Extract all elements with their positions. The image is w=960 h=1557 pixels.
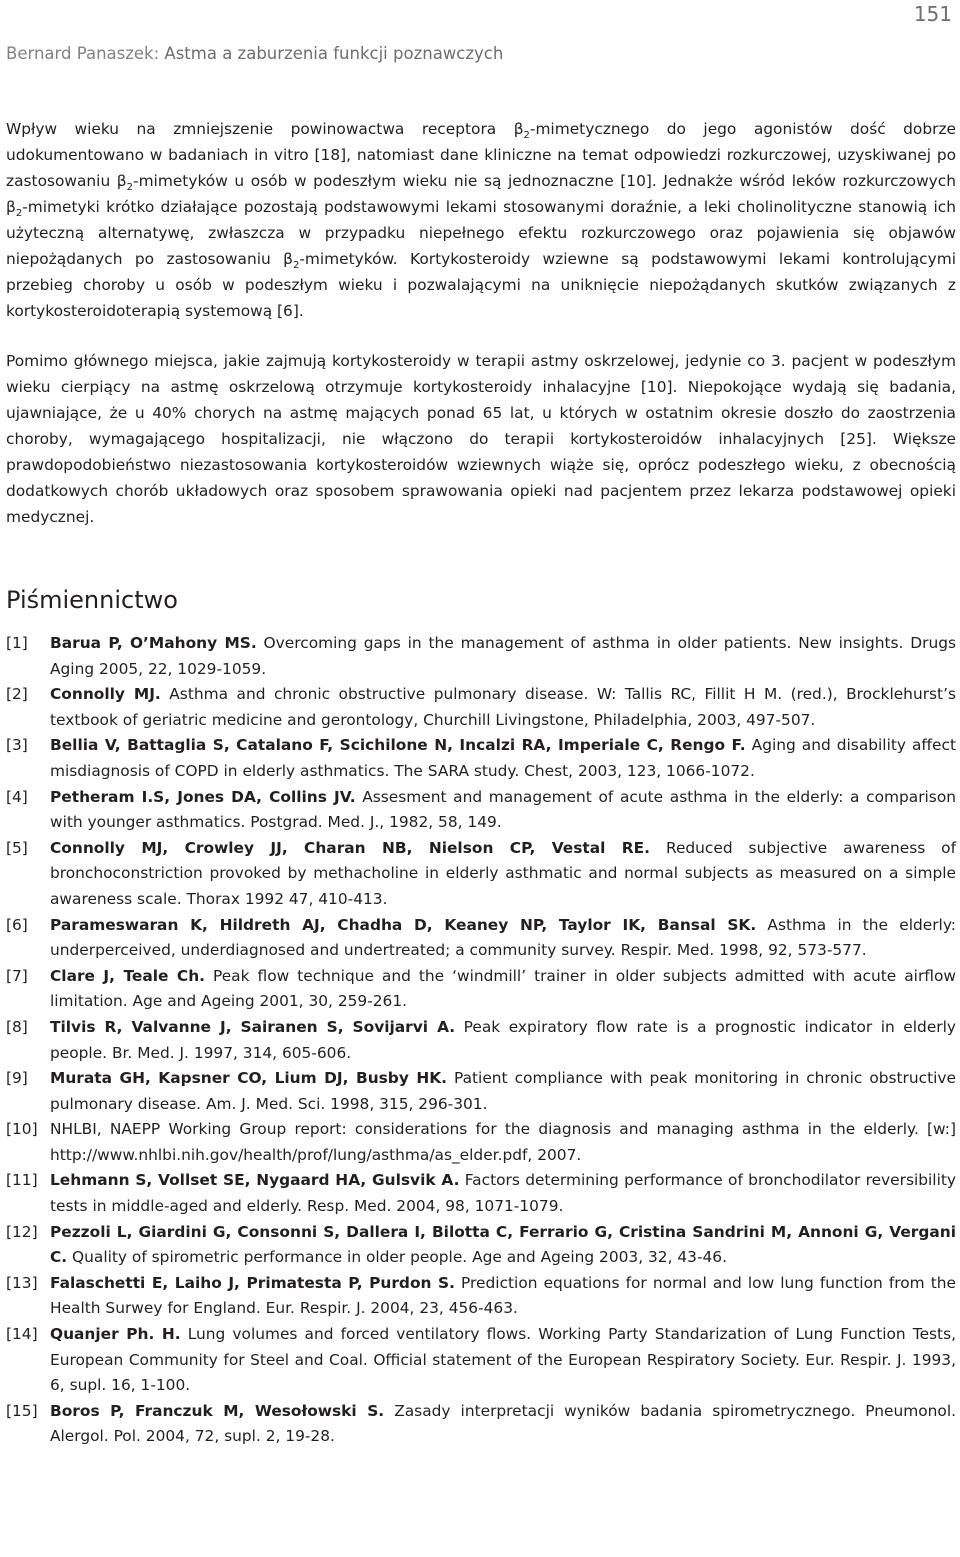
reference-number: [14] <box>6 1325 38 1344</box>
paragraph-1 <box>6 116 956 324</box>
p1-text-c: -mimetyków u osób w podeszłym wieku nie są jednoznaczne [10]. Jednakże wśród leków rozkurczowych β <box>6 172 957 216</box>
references-list <box>6 631 956 1450</box>
reference-text: Zasady interpretacji wyników badania spirometrycznego. Pneumonol. Alergol. Pol. 2004, 72, supl. 2, 19-28. <box>50 1401 957 1446</box>
reference-number: [13] <box>6 1273 38 1292</box>
reference-text: Aging and disability affect misdiagnosis of COPD in elderly asthmatics. The SARA study. Chest, 2003, 123, 1066-1072. <box>50 736 956 780</box>
references-heading: Piśmiennictwo <box>6 586 178 614</box>
reference-authors: Parameswaran K, Hildreth AJ, Chadha D, Keaney NP, Taylor IK, Bansal SK. <box>50 915 757 934</box>
reference-text: Peak expiratory flow rate is a prognostic indicator in elderly people. Br. Med. J. 1997, 314, 605-606. <box>50 1017 956 1062</box>
reference-text: Lung volumes and forced ventilatory flows. Working Party Standarization of Lung Function Tests, European Community for Steel and Coal. Official statement of the European Respiratory Society. Eur. Respir. J. 1993, 6, supl. 16, 1-100. <box>50 1325 957 1395</box>
reference-text: Asthma and chronic obstructive pulmonary disease. W: Tallis RC, Fillit H M. (red.), Brocklehurst’s textbook of geriatric medicine and gerontology, Churchill Livingstone, Philadelphia, 2003, 497-507. <box>50 685 956 729</box>
reference-number: [1] <box>6 634 28 652</box>
reference-item <box>6 1117 956 1168</box>
p1-sub-3: 2 <box>15 208 23 219</box>
reference-item <box>6 1399 956 1450</box>
reference-body <box>50 1220 956 1271</box>
reference-authors: Boros P, Franczuk M, Wesołowski S. <box>50 1401 385 1420</box>
reference-item <box>6 1220 956 1271</box>
paragraph-2: Pomimo głównego miejsca, jakie zajmują kortykosteroidy w terapii astmy oskrzelowej, jedynie co 3. pacjent w podeszłym wieku cierpiący na astmę oskrzelową otrzymuje kortykosteroidy inhalacyjne [10]. Niepokojące wydają się badania, ujawniające, że u 40% chorych na astmę mających ponad 65 lat, u których w ostatnim okresie doszło do zaostrzenia choroby, wymagającego hospitalizacji, nie włączono do terapii kortykosteroidów inhalacyjnych [25]. Większe prawdopodobieństwo niezastosowania kortykosteroidów wziewnych wiąże się, oprócz podeszłego wieku, z obecnością dodatkowych chorób układowych oraz sposobem sprawowania opieki nad pacjentem przez lekarza podstawowej opieki medycznej. <box>6 352 956 526</box>
reference-authors: Pezzoli L, Giardini G, Consonni S, Dallera I, Bilotta C, Ferrario G, Cristina Sandrini M, Annoni G, Vergani C. <box>50 1222 956 1267</box>
reference-text: Reduced subjective awareness of bronchoconstriction provoked by methacholine in elderly asthmatic and normal subjects as measured on a simple awareness scale. Thorax 1992 47, 410-413. <box>50 838 957 908</box>
reference-body <box>50 682 956 733</box>
reference-text: Quality of spirometric performance in older people. Age and Ageing 2003, 32, 43-46. <box>67 1248 727 1267</box>
reference-item <box>6 964 956 1015</box>
p1-sub-4: 2 <box>292 260 300 271</box>
reference-body <box>50 1066 956 1117</box>
reference-text: Peak flow technique and the ‘windmill’ trainer in older subjects admitted with acute airflow limitation. Age and Ageing 2001, 30, 259-261. <box>50 966 956 1011</box>
reference-number: [6] <box>6 915 28 934</box>
reference-text: Factors determining performance of bronchodilator reversibility tests in middle-aged and elderly. Resp. Med. 2004, 98, 1071-1079. <box>50 1171 956 1216</box>
p1-text-a: Wpływ wieku na zmniejszenie powinowactwa receptora β <box>6 120 524 138</box>
reference-body <box>50 1399 956 1450</box>
reference-body <box>50 913 956 964</box>
reference-authors: Tilvis R, Valvanne J, Sairanen S, Sovijarvi A. <box>50 1017 456 1036</box>
reference-body <box>50 1322 956 1399</box>
reference-item <box>6 785 956 836</box>
reference-authors: Lehmann S, Vollset SE, Nygaard HA, Gulsvik A. <box>50 1171 460 1190</box>
p1-sub-1: 2 <box>523 130 530 141</box>
reference-authors: Petheram I.S, Jones DA, Collins JV. <box>50 787 356 806</box>
reference-body <box>50 785 956 836</box>
reference-number: [7] <box>6 966 28 985</box>
reference-authors: Quanjer Ph. H. <box>50 1325 181 1344</box>
reference-text: Assesment and management of acute asthma in the elderly: a comparison with younger asthmatics. Postgrad. Med. J., 1982, 58, 149. <box>50 787 957 832</box>
reference-item <box>6 1168 956 1219</box>
reference-body <box>50 836 956 913</box>
reference-number: [8] <box>6 1017 28 1036</box>
reference-number: [5] <box>6 838 28 857</box>
reference-item <box>6 1066 956 1117</box>
reference-item <box>6 733 956 784</box>
reference-item <box>6 913 956 964</box>
reference-item <box>6 1015 956 1066</box>
header-author: Bernard Panaszek: <box>6 44 165 63</box>
running-header <box>6 44 503 63</box>
reference-text: Overcoming gaps in the management of asthma in older patients. New insights. Drugs Aging 2005, 22, 1029-1059. <box>50 634 957 678</box>
reference-number: [11] <box>6 1171 38 1190</box>
reference-body <box>50 1015 956 1066</box>
reference-authors: Falaschetti E, Laiho J, Primatesta P, Purdon S. <box>50 1273 455 1292</box>
body-text <box>6 116 956 554</box>
reference-number: [2] <box>6 685 28 704</box>
reference-body <box>50 1271 956 1322</box>
reference-number: [3] <box>6 736 28 755</box>
reference-text: Prediction equations for normal and low lung function from the Health Surwey for England. Eur. Respir. J. 2004, 23, 456-463. <box>50 1273 956 1318</box>
reference-body <box>50 1168 956 1219</box>
reference-text: Asthma in the elderly: underperceived, underdiagnosed and undertreated; a community survey. Respir. Med. 1998, 92, 573-577. <box>50 915 956 960</box>
reference-authors: Murata GH, Kapsner CO, Lium DJ, Busby HK. <box>50 1069 447 1088</box>
header-article-title: Astma a zaburzenia funkcji poznawczych <box>164 44 504 63</box>
reference-text: Patient compliance with peak monitoring in chronic obstructive pulmonary disease. Am. J. Med. Sci. 1998, 315, 296-301. <box>50 1069 956 1113</box>
reference-authors: Barua P, O’Mahony MS. <box>50 634 257 652</box>
reference-body <box>50 1117 956 1168</box>
reference-body <box>50 964 956 1015</box>
reference-authors: Clare J, Teale Ch. <box>50 966 205 985</box>
reference-authors: Bellia V, Battaglia S, Catalano F, Scichilone N, Incalzi RA, Imperiale C, Rengo F. <box>50 736 746 755</box>
reference-item <box>6 631 956 682</box>
reference-number: [15] <box>6 1401 38 1420</box>
reference-item <box>6 836 956 913</box>
reference-number: [10] <box>6 1120 38 1139</box>
reference-number: [4] <box>6 787 28 806</box>
p1-text-d: -mimetyki krótko działające pozostają podstawowymi lekami stosowanymi doraźnie, a leki cholinolityczne stanowią ich użyteczną alternatywę, zwłaszcza w przypadku niepełnego efektu rozkurczowego oraz pojawienia się objawów niepożądanych po zastosowaniu β <box>6 198 956 268</box>
p1-sub-2: 2 <box>126 182 134 193</box>
p1-text-b: -mimetycznego do jego agonistów dość dobrze udokumentowano w badaniach in vitro [18], natomiast dane kliniczne na temat odpowiedzi rozkurczowej, uzyskiwanej po zastosowaniu β <box>6 120 956 190</box>
reference-item <box>6 1322 956 1399</box>
p1-text-e: -mimetyków. Kortykosteroidy wziewne są podstawowymi lekami kontrolującymi przebieg choroby u osób w podeszłym wieku i pozwalającymi na uniknięcie niepożądanych skutków związanych z kortykosteroidoterapią systemową [6]. <box>6 250 956 320</box>
reference-body <box>50 733 956 784</box>
reference-text: NHLBI, NAEPP Working Group report: considerations for the diagnosis and managing asthma in the elderly. [w:] http://www.nhlbi.nih.gov/health/prof/lung/asthma/as_elder.pdf, 2007. <box>50 1120 956 1164</box>
reference-number: [9] <box>6 1069 28 1088</box>
reference-authors: Connolly MJ, Crowley JJ, Charan NB, Nielson CP, Vestal RE. <box>50 838 651 857</box>
reference-item <box>6 1271 956 1322</box>
page-number: 151 <box>913 2 952 26</box>
reference-number: [12] <box>6 1222 38 1241</box>
reference-item <box>6 682 956 733</box>
reference-body <box>50 631 956 682</box>
reference-authors: Connolly MJ. <box>50 685 161 704</box>
